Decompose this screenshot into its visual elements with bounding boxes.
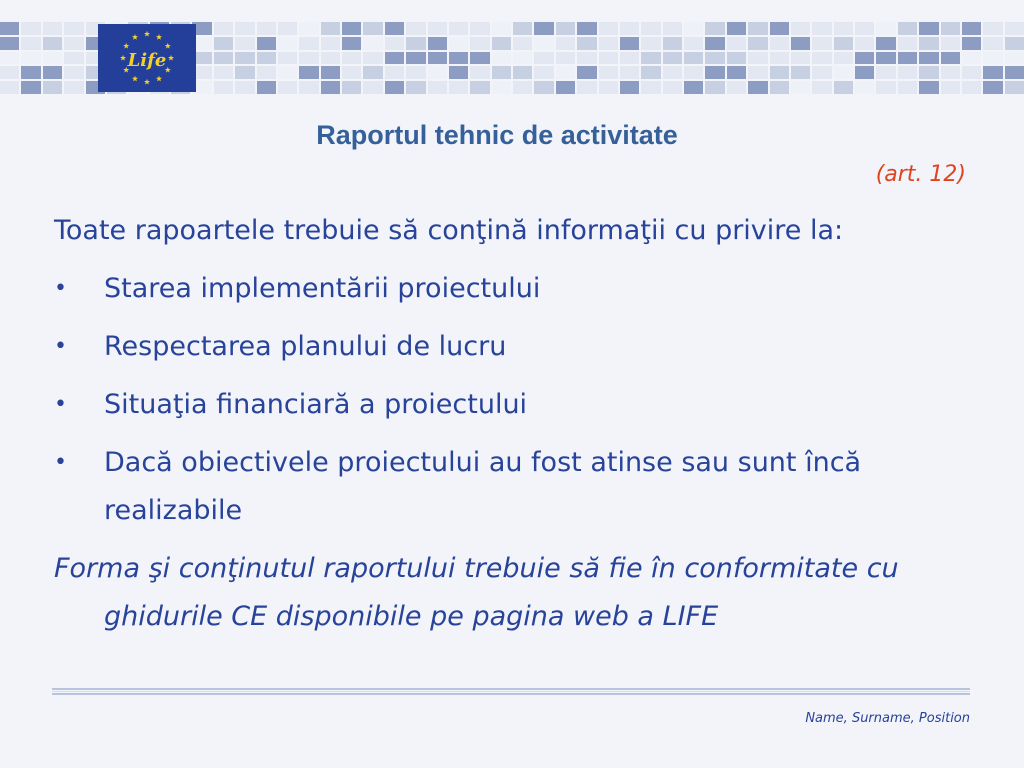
header-tile bbox=[599, 81, 618, 94]
header-tile bbox=[834, 22, 853, 35]
header-tile bbox=[43, 22, 62, 35]
header-tile bbox=[941, 81, 960, 94]
header-tile bbox=[983, 81, 1002, 94]
header-tile bbox=[513, 22, 532, 35]
header-tile bbox=[834, 52, 853, 65]
header-tile bbox=[64, 37, 83, 50]
header-tile bbox=[705, 52, 724, 65]
header-tile bbox=[257, 66, 276, 79]
header-tile bbox=[235, 22, 254, 35]
header-tile bbox=[235, 66, 254, 79]
header-tile bbox=[342, 66, 361, 79]
header-tile bbox=[919, 66, 938, 79]
header-tile bbox=[556, 22, 575, 35]
header-tile bbox=[962, 37, 981, 50]
header-tile bbox=[663, 81, 682, 94]
header-tile bbox=[748, 81, 767, 94]
header-tile bbox=[21, 22, 40, 35]
bullet-list bbox=[54, 265, 1004, 535]
header-tile bbox=[855, 66, 874, 79]
header-tile bbox=[0, 37, 19, 50]
header-tile bbox=[620, 66, 639, 79]
header-tile bbox=[641, 22, 660, 35]
header-tile bbox=[342, 37, 361, 50]
header-tile bbox=[428, 37, 447, 50]
header-tile bbox=[727, 22, 746, 35]
header-tile bbox=[641, 81, 660, 94]
header-tile bbox=[406, 22, 425, 35]
header-tile bbox=[214, 66, 233, 79]
header-tile bbox=[727, 52, 746, 65]
header-tile bbox=[641, 37, 660, 50]
header-tile bbox=[21, 66, 40, 79]
header-tile bbox=[791, 81, 810, 94]
header-tile bbox=[235, 52, 254, 65]
header-tile bbox=[577, 66, 596, 79]
list-item bbox=[54, 265, 1004, 313]
list-item bbox=[54, 323, 1004, 371]
header-tile bbox=[385, 81, 404, 94]
header-tile bbox=[21, 52, 40, 65]
header-tile bbox=[342, 81, 361, 94]
header-tile bbox=[770, 52, 789, 65]
header-tile bbox=[21, 81, 40, 94]
header-tile bbox=[812, 37, 831, 50]
header-tile bbox=[214, 37, 233, 50]
header-tile bbox=[599, 66, 618, 79]
header-tile bbox=[962, 22, 981, 35]
header-tile bbox=[684, 66, 703, 79]
header-tile bbox=[705, 81, 724, 94]
header-tile bbox=[278, 22, 297, 35]
header-tile bbox=[855, 37, 874, 50]
header-tile bbox=[278, 66, 297, 79]
header-tile bbox=[620, 22, 639, 35]
header-tile bbox=[834, 66, 853, 79]
header-tile bbox=[748, 66, 767, 79]
header-tile bbox=[43, 66, 62, 79]
header-tile bbox=[534, 52, 553, 65]
bullet-icon: • bbox=[54, 334, 67, 359]
header-tile bbox=[556, 52, 575, 65]
eu-life-logo bbox=[98, 24, 196, 92]
bullet-icon: • bbox=[54, 392, 67, 417]
bullet-icon: • bbox=[54, 450, 67, 475]
header-tile bbox=[235, 81, 254, 94]
header-tile bbox=[278, 81, 297, 94]
header-tile bbox=[962, 66, 981, 79]
header-tile bbox=[898, 37, 917, 50]
header-tile bbox=[299, 66, 318, 79]
header-tile bbox=[791, 66, 810, 79]
header-tile bbox=[257, 81, 276, 94]
header-tile bbox=[406, 52, 425, 65]
header-tile bbox=[428, 22, 447, 35]
article-reference: (art. 12) bbox=[875, 162, 966, 187]
list-item-text: Dacă obiectivele proiectului au fost atinse sau sunt încă realizabile bbox=[104, 447, 862, 526]
header-tile bbox=[257, 22, 276, 35]
header-tile bbox=[385, 22, 404, 35]
header-tile bbox=[876, 52, 895, 65]
header-tile bbox=[470, 37, 489, 50]
header-tile bbox=[534, 81, 553, 94]
header-tile bbox=[791, 37, 810, 50]
header-tile bbox=[855, 81, 874, 94]
header-tile bbox=[363, 22, 382, 35]
header-tile bbox=[1005, 81, 1024, 94]
header-tile bbox=[406, 81, 425, 94]
header-tile bbox=[406, 37, 425, 50]
header-tile bbox=[449, 52, 468, 65]
header-tile bbox=[513, 66, 532, 79]
slide-body bbox=[54, 207, 1004, 641]
header-tile bbox=[663, 22, 682, 35]
header-tile bbox=[64, 66, 83, 79]
header-tile bbox=[299, 52, 318, 65]
footer-divider bbox=[52, 688, 970, 695]
header-tile bbox=[534, 22, 553, 35]
header-tile bbox=[470, 22, 489, 35]
header-tile bbox=[727, 81, 746, 94]
header-tile bbox=[812, 66, 831, 79]
header-tile bbox=[449, 66, 468, 79]
footer-presenter: Name, Surname, Position bbox=[805, 711, 970, 726]
header-tile bbox=[641, 66, 660, 79]
header-tile bbox=[770, 66, 789, 79]
header-tile bbox=[684, 81, 703, 94]
header-tile bbox=[492, 52, 511, 65]
header-tile bbox=[748, 22, 767, 35]
header-tile bbox=[663, 52, 682, 65]
list-item-text: Situaţia financiară a proiectului bbox=[104, 389, 528, 420]
header-tile bbox=[599, 37, 618, 50]
header-tile bbox=[0, 52, 19, 65]
header-tile bbox=[705, 66, 724, 79]
list-item bbox=[54, 439, 1004, 535]
header-tile bbox=[876, 81, 895, 94]
header-tile bbox=[556, 66, 575, 79]
header-tile bbox=[492, 22, 511, 35]
header-tile bbox=[321, 81, 340, 94]
header-tile bbox=[983, 22, 1002, 35]
header-tile bbox=[0, 66, 19, 79]
header-tile bbox=[770, 22, 789, 35]
header-tile bbox=[43, 81, 62, 94]
header-tile bbox=[257, 52, 276, 65]
header-tile bbox=[278, 52, 297, 65]
header-tile bbox=[321, 22, 340, 35]
header-tile bbox=[214, 22, 233, 35]
logo-text: Life bbox=[127, 50, 167, 71]
header-tile bbox=[983, 66, 1002, 79]
header-tile bbox=[406, 66, 425, 79]
eu-stars-icon bbox=[98, 24, 196, 92]
header-tile bbox=[534, 66, 553, 79]
header-tile bbox=[363, 52, 382, 65]
header-tile bbox=[577, 37, 596, 50]
header-tile bbox=[983, 52, 1002, 65]
header-tile bbox=[748, 52, 767, 65]
header-tile bbox=[385, 66, 404, 79]
header-tile bbox=[791, 52, 810, 65]
header-tile bbox=[898, 81, 917, 94]
header-tile bbox=[321, 66, 340, 79]
header-tile bbox=[492, 66, 511, 79]
intro-text: Toate rapoartele trebuie să conţină informaţii cu privire la: bbox=[54, 215, 844, 246]
header-tile bbox=[941, 52, 960, 65]
header-tile bbox=[342, 52, 361, 65]
bullet-icon: • bbox=[54, 276, 67, 301]
header-tile bbox=[748, 37, 767, 50]
header-tile bbox=[1005, 52, 1024, 65]
header-tile bbox=[321, 37, 340, 50]
header-tile bbox=[363, 37, 382, 50]
header-tile bbox=[214, 81, 233, 94]
header-tile bbox=[577, 52, 596, 65]
header-tile bbox=[727, 66, 746, 79]
header-tile bbox=[620, 52, 639, 65]
header-tile bbox=[385, 37, 404, 50]
header-tile bbox=[855, 22, 874, 35]
header-tile bbox=[1005, 37, 1024, 50]
header-tile bbox=[299, 81, 318, 94]
header-tile bbox=[876, 22, 895, 35]
header-tile bbox=[257, 37, 276, 50]
header-tile bbox=[449, 37, 468, 50]
header-tile bbox=[513, 81, 532, 94]
header-tile bbox=[428, 81, 447, 94]
header-tile bbox=[385, 52, 404, 65]
header-tile bbox=[299, 37, 318, 50]
header-tile bbox=[428, 52, 447, 65]
header-tile bbox=[0, 81, 19, 94]
header-tile bbox=[577, 81, 596, 94]
header-tile bbox=[492, 37, 511, 50]
header-tile bbox=[919, 37, 938, 50]
header-tile bbox=[684, 22, 703, 35]
header-tile bbox=[834, 81, 853, 94]
header-tile bbox=[962, 81, 981, 94]
header-tile bbox=[898, 66, 917, 79]
slide-title: Raportul tehnic de activitate bbox=[316, 120, 678, 150]
header-tile bbox=[235, 37, 254, 50]
header-tile bbox=[919, 81, 938, 94]
header-tile bbox=[1005, 66, 1024, 79]
header-tile bbox=[556, 81, 575, 94]
header-tile bbox=[791, 22, 810, 35]
header-tile bbox=[214, 52, 233, 65]
header-tile bbox=[684, 52, 703, 65]
header-tile bbox=[705, 22, 724, 35]
header-tile bbox=[470, 66, 489, 79]
list-item-text: Starea implementării proiectului bbox=[104, 273, 541, 304]
header-tile bbox=[492, 81, 511, 94]
header-tile bbox=[919, 52, 938, 65]
header-tile bbox=[663, 37, 682, 50]
header-tile bbox=[620, 37, 639, 50]
header-tile bbox=[898, 52, 917, 65]
header-tile bbox=[941, 22, 960, 35]
header-tile bbox=[470, 81, 489, 94]
header-tile bbox=[812, 52, 831, 65]
header-tile bbox=[770, 81, 789, 94]
header-tile bbox=[363, 81, 382, 94]
header-tile bbox=[770, 37, 789, 50]
header-tile bbox=[513, 52, 532, 65]
header-tile bbox=[470, 52, 489, 65]
header-tile bbox=[363, 66, 382, 79]
header-tile bbox=[534, 37, 553, 50]
header-tile bbox=[599, 22, 618, 35]
header-tile bbox=[834, 37, 853, 50]
header-tile bbox=[278, 37, 297, 50]
header-tile bbox=[64, 22, 83, 35]
header-tile bbox=[941, 37, 960, 50]
header-tile bbox=[449, 22, 468, 35]
header-tile bbox=[663, 66, 682, 79]
header-tile bbox=[898, 22, 917, 35]
note-text: Forma şi conţinutul raportului trebuie să fie în conformitate cu ghidurile CE disponibile pe pagina web a LIFE bbox=[54, 553, 899, 632]
header-tile bbox=[43, 37, 62, 50]
header-tile bbox=[876, 66, 895, 79]
header-tile bbox=[299, 22, 318, 35]
header-tile bbox=[812, 22, 831, 35]
header-tile bbox=[43, 52, 62, 65]
header-tile bbox=[513, 37, 532, 50]
header-tile bbox=[556, 37, 575, 50]
header-tile bbox=[64, 52, 83, 65]
header-tile bbox=[684, 37, 703, 50]
header-tile bbox=[641, 52, 660, 65]
header-tile bbox=[428, 66, 447, 79]
header-tile bbox=[705, 37, 724, 50]
header-tile bbox=[727, 37, 746, 50]
header-tile bbox=[855, 52, 874, 65]
header-tile bbox=[449, 81, 468, 94]
list-item-text: Respectarea planului de lucru bbox=[104, 331, 507, 362]
header-tile bbox=[0, 22, 19, 35]
header-tile bbox=[620, 81, 639, 94]
header-tile bbox=[64, 81, 83, 94]
header-tile bbox=[983, 37, 1002, 50]
header-tile bbox=[941, 66, 960, 79]
header-tile bbox=[812, 81, 831, 94]
header-tile bbox=[1005, 22, 1024, 35]
header-tile bbox=[962, 52, 981, 65]
header-tile bbox=[321, 52, 340, 65]
header-tile bbox=[876, 37, 895, 50]
header-tile bbox=[599, 52, 618, 65]
header-tile bbox=[21, 37, 40, 50]
header-tile bbox=[919, 22, 938, 35]
header-tile bbox=[342, 22, 361, 35]
list-item bbox=[54, 381, 1004, 429]
header-tile bbox=[577, 22, 596, 35]
